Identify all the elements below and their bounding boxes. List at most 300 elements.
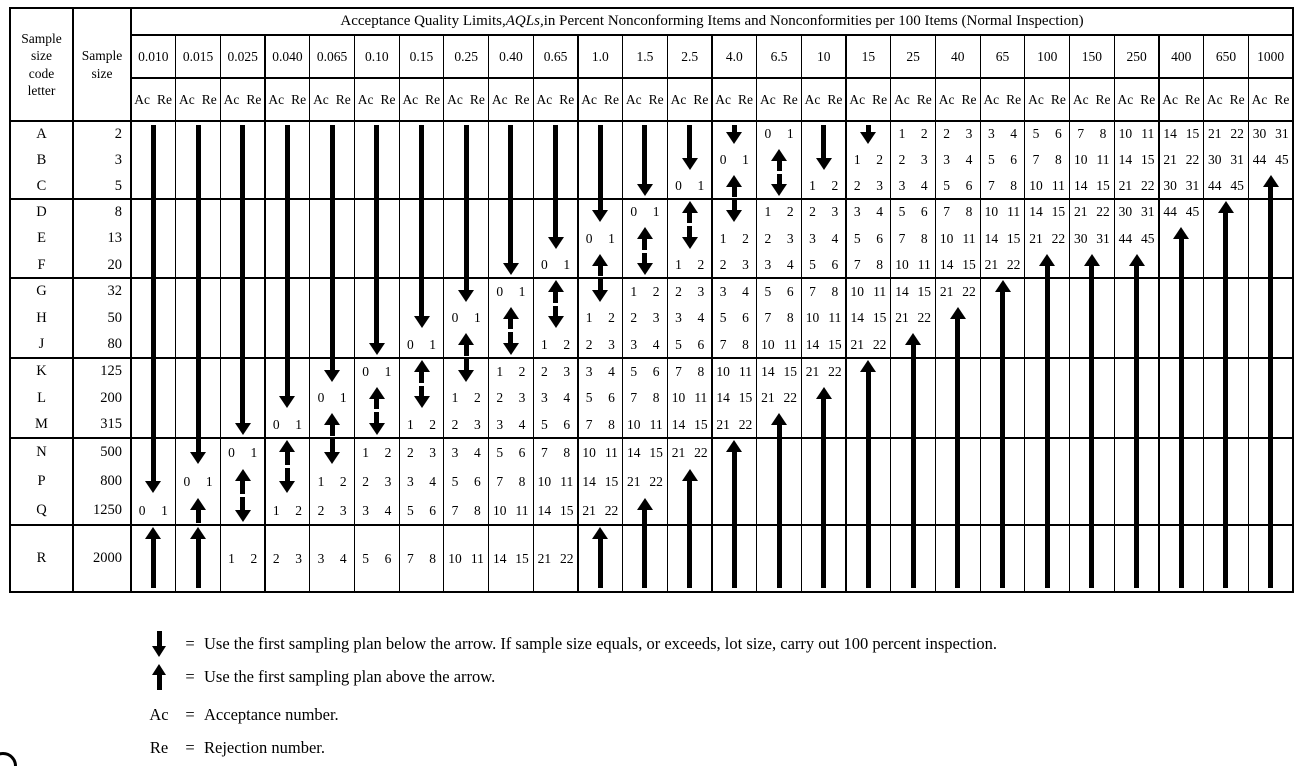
acre-cell-C-15: 2 3 (853, 178, 883, 194)
acre-cell-C-100: 10 11 (1029, 178, 1065, 194)
acre-cell-N-2.5: 21 22 (671, 444, 708, 460)
acre-cell-C-65: 7 8 (987, 178, 1018, 194)
acre-cell-B-650: 30 31 (1208, 152, 1244, 168)
header-sample-size-code-letter: Sample size code letter (21, 30, 62, 98)
acre-cell-G-40: 21 22 (939, 283, 976, 299)
aql-column-label: 0.40 (499, 48, 523, 64)
aql-column-label: 2.5 (681, 48, 699, 64)
aql-column-label: 1.0 (591, 48, 609, 64)
acre-cell-D-400: 44 45 (1163, 204, 1200, 220)
aql-column-label: 10 (816, 48, 831, 64)
down-arrow (682, 226, 698, 248)
acre-cell-F-2.5: 1 2 (675, 257, 705, 273)
down-arrow (592, 125, 608, 222)
code-letter-E: E (37, 230, 46, 247)
up-arrow (995, 280, 1011, 588)
acre-cell-P-0.15: 3 4 (406, 473, 437, 489)
up-arrow (324, 413, 340, 436)
ac-re-header: Ac Re (1072, 91, 1111, 107)
sample-size-R: 2000 (93, 550, 122, 567)
ac-re-header: Ac Re (1251, 91, 1290, 107)
ac-re-header: Ac Re (715, 91, 754, 107)
down-arrow (279, 125, 295, 408)
equals-sign: = (185, 667, 195, 686)
acre-cell-D-40: 7 8 (943, 204, 973, 220)
up-arrow (458, 333, 474, 356)
acre-cell-N-0.25: 3 4 (451, 444, 481, 460)
up-arrow (592, 527, 608, 588)
acre-cell-M-1.5: 10 11 (627, 416, 663, 432)
down-arrow (860, 125, 876, 144)
up-arrow (682, 201, 698, 223)
aql-column-label: 0.65 (543, 48, 568, 64)
acre-cell-J-2.5: 5 6 (675, 336, 705, 352)
acre-cell-H-10: 10 11 (805, 310, 842, 326)
ac-re-header: Ac Re (1028, 91, 1066, 107)
acre-cell-G-10: 7 8 (809, 283, 839, 299)
acre-cell-G-1.5: 1 2 (630, 283, 660, 299)
code-letter-M: M (35, 416, 48, 433)
up-arrow (592, 254, 608, 276)
aql-column-label: 0.10 (364, 48, 389, 64)
acre-cell-G-0.40: 0 1 (496, 283, 526, 299)
acre-cell-P-1.5: 21 22 (627, 473, 663, 489)
acre-cell-J-1.5: 3 4 (630, 336, 660, 352)
down-arrow (369, 412, 385, 435)
up-arrow (637, 227, 653, 249)
acre-cell-A-65: 3 4 (987, 126, 1018, 142)
ac-re-header: Ac Re (357, 91, 396, 107)
acre-cell-B-400: 21 22 (1163, 152, 1200, 168)
up-arrow (235, 469, 251, 494)
aql-column-label: 40 (951, 48, 965, 64)
table-title-prefix: Acceptance Quality Limits, (340, 13, 506, 29)
up-arrow (637, 498, 653, 588)
acre-cell-B-250: 14 15 (1118, 152, 1155, 168)
acre-cell-B-15: 1 2 (853, 152, 883, 168)
acre-cell-F-4.0: 2 3 (719, 257, 749, 273)
sample-size-N: 500 (100, 444, 122, 461)
acre-cell-N-0.40: 5 6 (496, 444, 526, 460)
up-arrow (190, 498, 206, 523)
code-letter-Q: Q (36, 502, 47, 519)
ac-re-header: Ac Re (983, 91, 1022, 107)
acre-cell-A-6.5: 0 1 (764, 126, 794, 142)
equals-sign: = (185, 738, 195, 757)
up-arrow (145, 527, 161, 588)
acre-cell-G-2.5: 2 3 (675, 283, 705, 299)
acre-cell-Q-0.010: 0 1 (138, 502, 168, 518)
acre-cell-L-0.65: 3 4 (541, 390, 571, 406)
down-arrow (682, 125, 698, 170)
aql-column-label: 6.5 (770, 48, 788, 64)
aql-column-label: 0.040 (272, 48, 303, 64)
down-arrow (458, 125, 474, 302)
up-arrow (369, 387, 385, 410)
acre-cell-K-6.5: 14 15 (761, 363, 797, 379)
acre-cell-R-0.040: 2 3 (272, 550, 302, 566)
aql-column-label: 650 (1215, 48, 1237, 64)
acre-cell-D-65: 10 11 (984, 204, 1021, 220)
acre-cell-A-1000: 30 31 (1252, 126, 1289, 142)
code-letter-B: B (36, 151, 47, 168)
acre-cell-Q-0.65: 14 15 (537, 502, 574, 518)
acre-cell-E-10: 3 4 (809, 230, 839, 246)
up-arrow (1039, 254, 1055, 588)
acre-cell-M-0.40: 3 4 (496, 416, 526, 432)
up-arrow (190, 527, 206, 588)
sample-size-D: 8 (114, 203, 122, 220)
acre-cell-M-4.0: 21 22 (716, 416, 753, 432)
acre-cell-F-6.5: 3 4 (764, 257, 794, 273)
acre-cell-L-4.0: 14 15 (716, 390, 753, 406)
aql-column-label: 0.010 (138, 48, 169, 64)
acre-cell-L-0.25: 1 2 (451, 390, 481, 406)
down-arrow (726, 125, 742, 144)
up-arrow (950, 307, 966, 588)
acre-cell-G-25: 14 15 (895, 283, 932, 299)
ac-re-header: Ac Re (178, 91, 217, 107)
acre-cell-F-40: 14 15 (939, 257, 976, 273)
acre-cell-N-0.025: 0 1 (228, 444, 258, 460)
acre-cell-B-150: 10 11 (1073, 152, 1110, 168)
legend-text-down-arrow: Use the first sampling plan below the arrow. If sample size equals, or exceeds, lot size, carry out 100 percent inspection. (204, 634, 997, 653)
acre-cell-Q-0.065: 2 3 (317, 502, 347, 518)
aql-column-label: 1000 (1257, 48, 1285, 64)
acre-cell-C-150: 14 15 (1073, 178, 1110, 194)
up-arrow (503, 307, 519, 330)
down-arrow (414, 125, 430, 328)
acre-cell-M-0.15: 1 2 (406, 416, 437, 432)
up-arrow (1173, 227, 1189, 588)
ac-re-header: Ac Re (804, 91, 843, 107)
sample-size-E: 13 (107, 230, 122, 247)
acre-cell-N-0.10: 1 2 (362, 444, 392, 460)
page-corner-mark (0, 752, 17, 766)
acre-cell-N-0.15: 2 3 (406, 444, 437, 460)
acre-cell-P-0.25: 5 6 (451, 473, 481, 489)
up-arrow (682, 469, 698, 588)
acre-cell-E-6.5: 2 3 (764, 230, 794, 246)
acre-cell-K-2.5: 7 8 (675, 363, 705, 379)
legend-row-re (138, 734, 325, 762)
code-letter-K: K (36, 363, 47, 380)
acre-cell-J-0.65: 1 2 (541, 336, 571, 352)
acre-cell-H-1.5: 2 3 (630, 310, 660, 326)
sample-size-C: 5 (114, 177, 122, 194)
acre-cell-B-65: 5 6 (987, 152, 1018, 168)
sample-size-M: 315 (100, 416, 122, 433)
up-arrow (905, 333, 921, 588)
sample-size-Q: 1250 (93, 502, 122, 519)
up-arrow (771, 149, 787, 171)
code-letter-J: J (38, 336, 45, 353)
acre-cell-J-6.5: 10 11 (761, 336, 797, 352)
sample-size-L: 200 (100, 389, 122, 406)
acre-cell-M-2.5: 14 15 (671, 416, 708, 432)
ac-re-header: Ac Re (402, 91, 441, 107)
acre-cell-A-25: 1 2 (898, 126, 928, 142)
acre-cell-Q-0.10: 3 4 (362, 502, 392, 518)
acre-cell-D-10: 2 3 (809, 204, 839, 220)
acre-cell-E-150: 30 31 (1073, 230, 1110, 246)
up-arrow (1263, 175, 1279, 588)
sample-size-H: 50 (107, 309, 122, 326)
ac-re-header: Ac Re (849, 91, 888, 107)
acre-cell-J-15: 21 22 (850, 336, 887, 352)
acre-cell-A-100: 5 6 (1032, 126, 1062, 142)
up-arrow (771, 413, 787, 588)
acre-cell-R-0.25: 10 11 (448, 550, 484, 566)
grid-line (9, 591, 1294, 594)
acre-cell-R-0.65: 21 22 (537, 550, 574, 566)
acre-cell-N-1.5: 14 15 (627, 444, 663, 460)
code-letter-N: N (36, 444, 47, 461)
acre-cell-D-15: 3 4 (853, 204, 883, 220)
aql-column-label: 250 (1126, 48, 1147, 64)
acre-cell-A-40: 2 3 (943, 126, 973, 142)
acre-cell-C-650: 44 45 (1208, 178, 1244, 194)
acre-cell-N-0.65: 7 8 (541, 444, 571, 460)
code-letter-D: D (36, 203, 47, 220)
acre-cell-K-10: 21 22 (805, 363, 842, 379)
up-arrow (414, 360, 430, 383)
acre-cell-M-1.0: 7 8 (585, 416, 615, 432)
acre-cell-C-40: 5 6 (943, 178, 973, 194)
acre-cell-E-15: 5 6 (853, 230, 883, 246)
down-arrow (726, 200, 742, 222)
aql-column-label: 150 (1081, 48, 1102, 64)
up-arrow (1218, 201, 1234, 588)
table-title-aqls: AQLs, (505, 13, 544, 29)
code-letter-C: C (36, 177, 47, 194)
up-arrow (279, 440, 295, 465)
table-title-suffix: in Percent Nonconforming Items and Nonconformities per 100 Items (Normal Inspection) (543, 13, 1084, 29)
sample-size-J: 80 (107, 336, 122, 353)
code-letter-P: P (37, 473, 46, 490)
acre-cell-D-25: 5 6 (898, 204, 928, 220)
aql-column-label: 0.015 (182, 48, 214, 64)
ac-re-header: Ac Re (134, 91, 173, 107)
acre-cell-K-1.5: 5 6 (630, 363, 660, 379)
sample-size-G: 32 (107, 283, 122, 300)
acre-cell-F-10: 5 6 (809, 257, 839, 273)
up-arrow (816, 387, 832, 588)
down-arrow (458, 359, 474, 382)
ac-re-header: Ac Re (447, 91, 485, 107)
acre-cell-K-0.65: 2 3 (541, 363, 571, 379)
acre-cell-M-0.65: 5 6 (541, 416, 571, 432)
down-arrow (190, 125, 206, 464)
acre-cell-E-65: 14 15 (984, 230, 1021, 246)
ac-re-header: Ac Re (223, 91, 262, 107)
down-arrow (324, 439, 340, 464)
acre-cell-E-250: 44 45 (1118, 230, 1155, 246)
code-letter-L: L (37, 389, 46, 406)
ac-re-header: Ac Re (894, 91, 932, 107)
aql-column-label: 1.5 (636, 48, 654, 64)
ac-re-header: Ac Re (1206, 91, 1245, 107)
ac-re-header: Ac Re (670, 91, 709, 107)
acre-cell-K-1.0: 3 4 (585, 363, 615, 379)
down-arrow (637, 125, 653, 196)
code-letter-A: A (36, 125, 47, 142)
acre-cell-A-150: 7 8 (1077, 126, 1107, 142)
down-arrow (414, 386, 430, 409)
acre-cell-J-4.0: 7 8 (719, 336, 749, 352)
acre-cell-A-650: 21 22 (1208, 126, 1244, 142)
acre-cell-P-0.65: 10 11 (537, 473, 574, 489)
equals-sign: = (185, 705, 195, 724)
acre-cell-A-400: 14 15 (1163, 126, 1200, 142)
code-letter-F: F (37, 256, 46, 273)
down-arrow (548, 306, 564, 329)
acre-cell-K-0.10: 0 1 (362, 363, 392, 379)
down-arrow (503, 125, 519, 275)
up-arrow (860, 360, 876, 588)
acre-cell-K-0.40: 1 2 (496, 363, 526, 379)
acre-cell-F-15: 7 8 (853, 257, 883, 273)
ac-re-header: Ac Re (1117, 91, 1156, 107)
acre-cell-H-15: 14 15 (850, 310, 887, 326)
acre-cell-J-1.0: 2 3 (585, 336, 615, 352)
acre-cell-B-40: 3 4 (943, 152, 973, 168)
acre-cell-L-0.065: 0 1 (317, 390, 347, 406)
acre-cell-F-25: 10 11 (895, 257, 931, 273)
ac-re-header: Ac Re (268, 91, 307, 107)
down-arrow (369, 125, 385, 355)
acre-cell-R-0.10: 5 6 (362, 550, 392, 566)
acre-cell-Q-1.0: 21 22 (582, 502, 619, 518)
acre-cell-L-1.5: 7 8 (630, 390, 660, 406)
ac-re-header: Ac Re (1162, 91, 1200, 107)
down-arrow (324, 125, 340, 382)
down-arrow (548, 125, 564, 249)
acre-cell-P-0.015: 0 1 (183, 473, 213, 489)
ac-re-header: Ac Re (938, 91, 977, 107)
acre-cell-E-1.0: 0 1 (585, 230, 615, 246)
sample-size-P: 800 (100, 473, 122, 490)
acre-cell-F-65: 21 22 (984, 257, 1021, 273)
acre-cell-N-1.0: 10 11 (582, 444, 618, 460)
down-arrow (279, 468, 295, 493)
down-arrow (771, 174, 787, 196)
acre-cell-C-250: 21 22 (1118, 178, 1155, 194)
acre-cell-D-1.5: 0 1 (630, 204, 660, 220)
acre-cell-R-0.40: 14 15 (492, 550, 529, 566)
down-arrow (816, 125, 832, 170)
acre-cell-E-25: 7 8 (898, 230, 928, 246)
acre-cell-P-1.0: 14 15 (582, 473, 619, 489)
down-arrow (235, 125, 251, 435)
legend-row-down-arrow (138, 630, 997, 658)
up-arrow (548, 280, 564, 303)
acre-cell-E-4.0: 1 2 (719, 230, 749, 246)
acre-cell-D-150: 21 22 (1073, 204, 1110, 220)
code-letter-H: H (36, 309, 47, 326)
acre-cell-E-40: 10 11 (939, 230, 976, 246)
acre-cell-Q-0.40: 10 11 (492, 502, 529, 518)
acre-cell-C-25: 3 4 (898, 178, 928, 194)
acre-cell-C-400: 30 31 (1163, 178, 1200, 194)
aql-column-label: 65 (995, 48, 1010, 64)
code-letter-G: G (36, 283, 47, 300)
acre-cell-R-0.025: 1 2 (228, 550, 258, 566)
acre-cell-H-25: 21 22 (895, 310, 932, 326)
legend-text-up-arrow: Use the first sampling plan above the arrow. (204, 667, 496, 686)
acre-cell-Q-0.25: 7 8 (451, 502, 481, 518)
down-arrow (235, 497, 251, 522)
down-arrow (637, 253, 653, 275)
up-arrow (726, 175, 742, 197)
acre-cell-D-100: 14 15 (1029, 204, 1066, 220)
acre-cell-H-0.25: 0 1 (451, 310, 481, 326)
re-symbol: Re (149, 738, 169, 757)
ac-symbol: Ac (149, 705, 169, 724)
ac-re-header: Ac Re (536, 91, 575, 107)
ac-re-header: Ac Re (581, 91, 619, 107)
grid-line (9, 7, 1294, 10)
acre-cell-K-4.0: 10 11 (716, 363, 753, 379)
acre-cell-L-6.5: 21 22 (761, 390, 797, 406)
up-arrow (1129, 254, 1145, 588)
acre-cell-P-0.10: 2 3 (362, 473, 392, 489)
acre-cell-L-0.40: 2 3 (496, 390, 526, 406)
down-arrow (503, 332, 519, 355)
acre-cell-G-6.5: 5 6 (764, 283, 794, 299)
acre-cell-B-100: 7 8 (1032, 152, 1062, 168)
acre-cell-E-100: 21 22 (1029, 230, 1066, 246)
aql-column-label: 0.065 (316, 48, 348, 64)
aql-column-label: 15 (861, 48, 876, 64)
acre-cell-Q-0.040: 1 2 (272, 502, 302, 518)
acre-cell-B-25: 2 3 (898, 152, 928, 168)
sample-size-B: 3 (114, 151, 122, 168)
header-sample-size: Sample size (81, 48, 123, 81)
table-title (131, 8, 1293, 35)
up-arrow (1084, 254, 1100, 588)
up-arrow-icon (138, 664, 180, 690)
acre-cell-H-2.5: 3 4 (675, 310, 705, 326)
acre-cell-J-0.15: 0 1 (406, 336, 437, 352)
acre-cell-L-2.5: 10 11 (671, 390, 708, 406)
aql-column-label: 0.15 (409, 48, 434, 64)
acre-cell-A-250: 10 11 (1118, 126, 1155, 142)
acre-cell-M-0.25: 2 3 (451, 416, 481, 432)
acre-cell-F-0.65: 0 1 (541, 257, 571, 273)
legend-text-ac: Acceptance number. (204, 705, 339, 724)
sample-size-F: 20 (107, 256, 122, 273)
acre-cell-H-4.0: 5 6 (719, 310, 749, 326)
equals-sign: = (185, 634, 195, 653)
acre-cell-B-1000: 44 45 (1252, 152, 1289, 168)
acre-cell-P-0.065: 1 2 (317, 473, 347, 489)
aql-column-label: 400 (1171, 48, 1192, 64)
acre-cell-G-15: 10 11 (850, 283, 887, 299)
acre-cell-D-250: 30 31 (1118, 204, 1155, 220)
legend-row-up-arrow (138, 663, 495, 691)
acre-cell-D-6.5: 1 2 (764, 204, 794, 220)
acre-cell-Q-0.15: 5 6 (406, 502, 437, 518)
ac-re-header: Ac Re (625, 91, 664, 107)
down-arrow-icon (138, 631, 180, 657)
down-arrow (145, 125, 161, 493)
acre-cell-M-0.040: 0 1 (272, 416, 302, 432)
acre-cell-L-1.0: 5 6 (585, 390, 615, 406)
acre-cell-R-0.065: 3 4 (317, 550, 347, 566)
acre-cell-C-2.5: 0 1 (675, 178, 705, 194)
legend-row-ac (138, 701, 339, 729)
